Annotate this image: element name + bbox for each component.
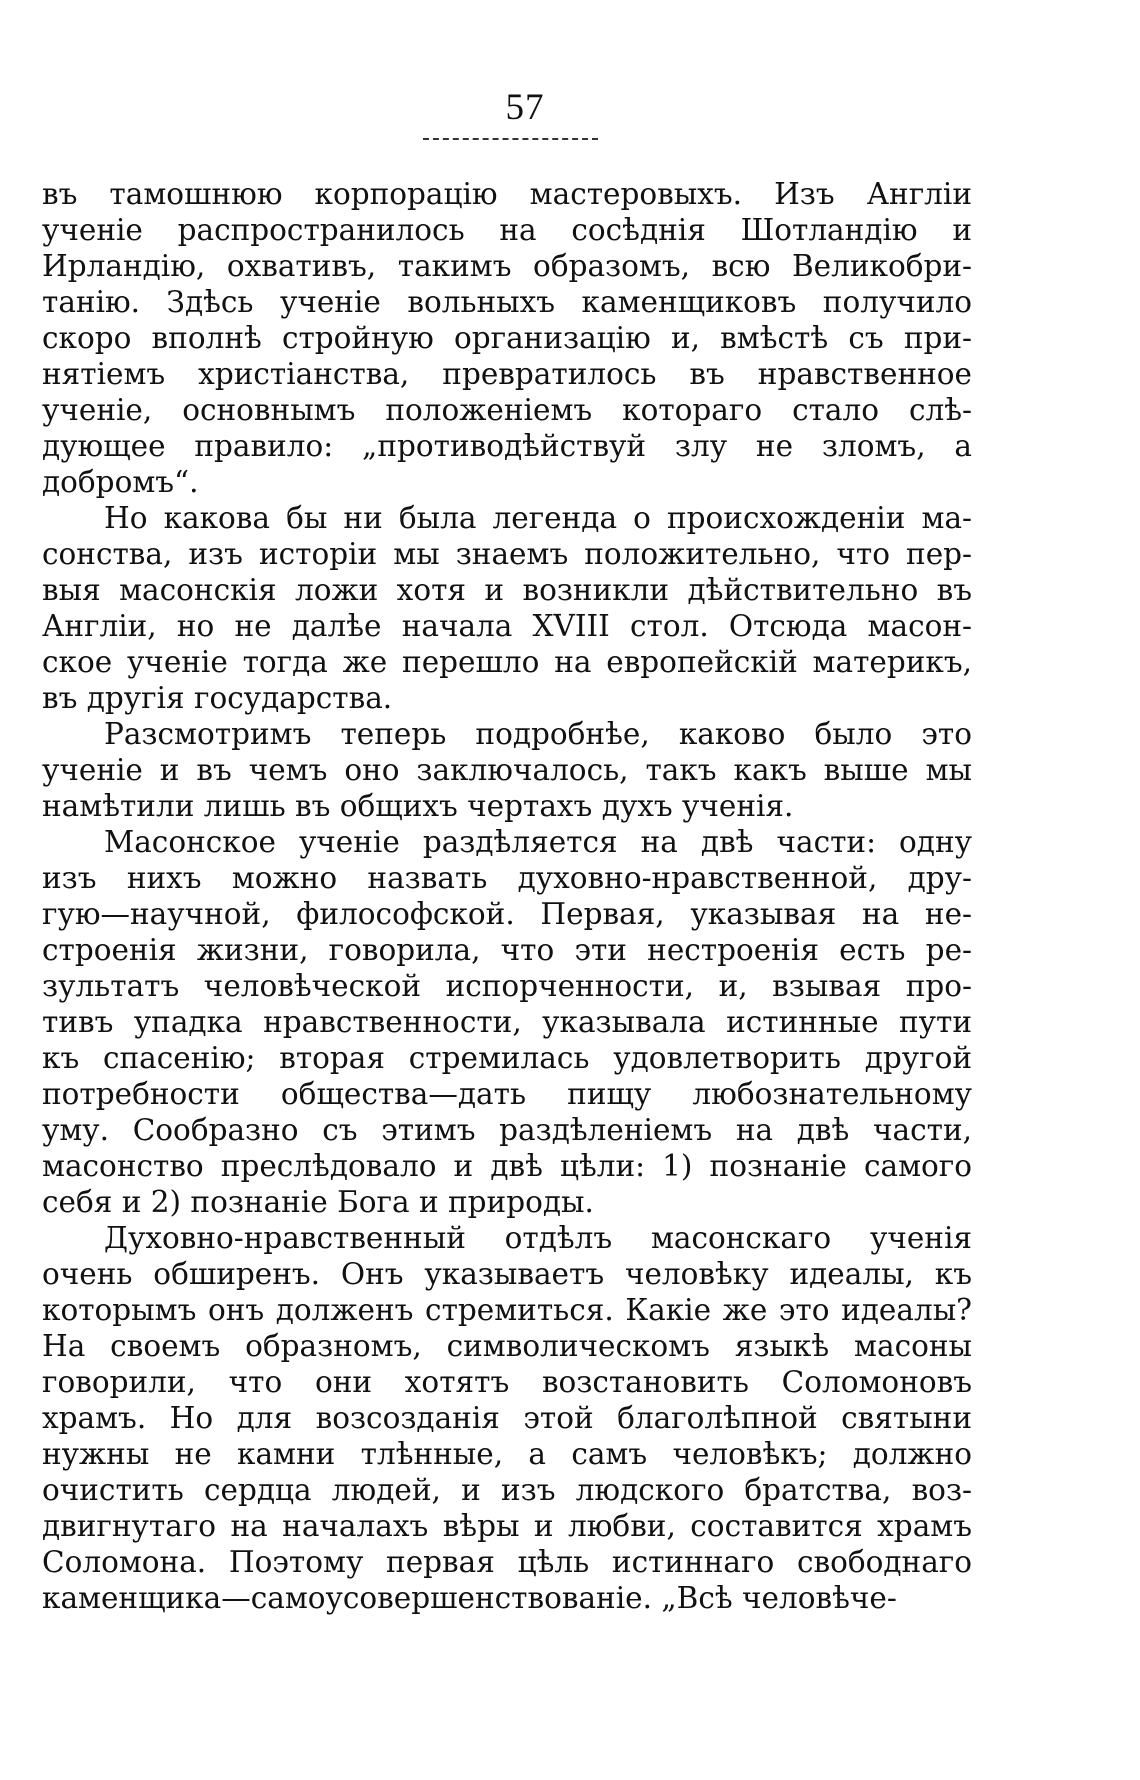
text-line: выя масонскія ложи хотя и возникли дѣйствительно въ bbox=[42, 573, 972, 607]
text-line: къ спасенію; вторая стремилась удовлетворить другой bbox=[42, 1041, 972, 1075]
text-line: въ тамошнюю корпорацію мастеровыхъ. Изъ Англіи bbox=[42, 177, 972, 211]
text-line: двигнутаго на началахъ вѣры и любви, составится храмъ bbox=[42, 1509, 972, 1543]
text-line: ученіе и въ чемъ оно заключалось, такъ какъ выше мы bbox=[42, 753, 972, 787]
paragraph bbox=[42, 176, 972, 500]
text-line: масонство преслѣдовало и двѣ цѣли: 1) познаніе самого bbox=[42, 1149, 972, 1183]
text-line: себя и 2) познаніе Бога и природы. bbox=[42, 1185, 594, 1219]
text-line: сонства, изъ исторіи мы знаемъ положительно, что пер- bbox=[42, 537, 972, 571]
text-line: На своемъ образномъ, символическомъ языкѣ масоны bbox=[42, 1329, 972, 1363]
text-line: добромъ“. bbox=[42, 465, 199, 499]
text-line: потребности общества—дать пищу любознательному bbox=[42, 1077, 972, 1111]
text-line: намѣтили лишь въ общихъ чертахъ духъ ученія. bbox=[42, 789, 794, 823]
text-line: Масонское ученіе раздѣляется на двѣ части: одну bbox=[104, 825, 972, 859]
text-line: которымъ онъ долженъ стремиться. Какіе же это идеалы? bbox=[42, 1293, 972, 1327]
text-line: гую—научной, философской. Первая, указывая на не- bbox=[42, 897, 972, 931]
text-line: уму. Сообразно съ этимъ раздѣленіемъ на двѣ части, bbox=[42, 1113, 972, 1147]
text-line: говорили, что они хотятъ возстановить Соломоновъ bbox=[42, 1365, 972, 1399]
text-line: тивъ упадка нравственности, указывала истинные пути bbox=[42, 1005, 972, 1039]
body-text bbox=[42, 176, 972, 1616]
text-line: Но какова бы ни была легенда о происхожденіи ма- bbox=[104, 501, 972, 535]
paragraph bbox=[42, 824, 972, 1220]
text-line: зультатъ человѣческой испорченности, и, взывая про- bbox=[42, 969, 972, 1003]
text-line: скоро вполнѣ стройную организацію и, вмѣстѣ съ при- bbox=[42, 321, 972, 355]
text-line: каменщика—самоусовершенствованіе. „Всѣ человѣче- bbox=[42, 1581, 897, 1615]
text-line: ученіе, основнымъ положеніемъ котораго стало слѣ- bbox=[42, 393, 972, 427]
text-line: ученіе распространилось на сосѣднія Шотландію и bbox=[42, 213, 972, 247]
page-number: 57 bbox=[505, 87, 545, 128]
text-line: Соломона. Поэтому первая цѣль истиннаго свободнаго bbox=[42, 1545, 972, 1579]
text-line: нятіемъ христіанства, превратилось въ нравственное bbox=[42, 357, 972, 391]
paragraph bbox=[42, 500, 972, 716]
text-line: Разсмотримъ теперь подробнѣе, каково было это bbox=[104, 717, 972, 751]
header-rule bbox=[423, 138, 598, 140]
text-line: Англіи, но не далѣе начала XVIII стол. Отсюда масон- bbox=[42, 609, 972, 643]
text-line: очистить сердца людей, и изъ людского братства, воз- bbox=[42, 1473, 972, 1507]
paragraph bbox=[42, 1220, 972, 1616]
text-line: нужны не камни тлѣнные, а самъ человѣкъ; должно bbox=[42, 1437, 972, 1471]
text-line: очень обширенъ. Онъ указываетъ человѣку идеалы, къ bbox=[42, 1257, 972, 1291]
text-line: храмъ. Но для возсозданія этой благолѣпной святыни bbox=[42, 1401, 972, 1435]
text-line: Духовно-нравственный отдѣлъ масонскаго ученія bbox=[104, 1221, 972, 1255]
text-line: танію. Здѣсь ученіе вольныхъ каменщиковъ получило bbox=[42, 285, 972, 319]
text-line: строенія жизни, говорила, что эти нестроенія есть ре- bbox=[42, 933, 972, 967]
paragraph bbox=[42, 716, 972, 824]
text-line: въ другія государства. bbox=[42, 681, 393, 715]
text-line: Ирландію, охвативъ, такимъ образомъ, всю Великобри- bbox=[42, 249, 972, 283]
text-line: ское ученіе тогда же перешло на европейскій материкъ, bbox=[42, 645, 972, 679]
text-line: дующее правило: „противодѣйствуй злу не зломъ, а bbox=[42, 429, 972, 463]
text-line: изъ нихъ можно назвать духовно-нравственной, дру- bbox=[42, 861, 972, 895]
